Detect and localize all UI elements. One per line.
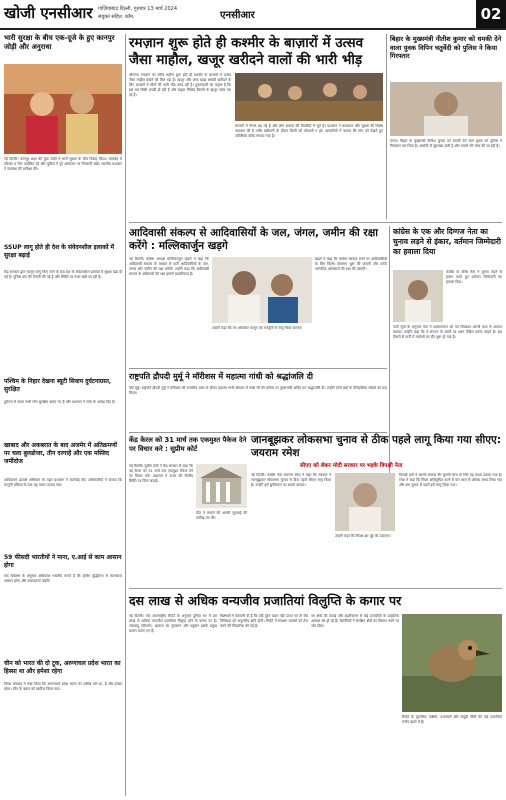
congress-text-1: कांग्रेस के वरिष्ठ नेता ने चुनाव लड़ने से इंकार करते हुए वर्तमान जिम्मेदारी का हवाला दिया। — [446, 270, 502, 284]
left-text-3: दुर्घटना में सवार सभी लोग सुरक्षित बताए गए हैं और प्रशासन ने जांच के आदेश दिए हैं। — [4, 400, 116, 404]
column-divider — [125, 34, 126, 796]
kharge-text-col1: नई दिल्ली। कांग्रेस अध्यक्ष मल्लिकार्जुन खड़गे ने कहा कि आदिवासी संकल्प के माध्यम से पार्टी आदिवासियों के जल, जंगल और जमीन की रक्षा करेगी। उन्होंने कहा कि आदिवासी समाज के अधिकारों की रक्षा हमारी प्राथमिकता है। — [129, 257, 209, 276]
kharge-text-col2: उन्होंने कहा कि वन अधिकार कानून को मजबूती से लागू किया जाएगा। — [212, 326, 303, 330]
date-text: गाज़ियाबाद दिल्ली, गुरुवार 13 मार्च 2024 — [98, 6, 178, 12]
wedding-photo — [4, 64, 122, 154]
column-divider — [386, 34, 387, 219]
court-photo — [196, 464, 247, 508]
left-text-4: अतिक्रमण हटाओ अभियान के तहत प्रशासन ने कार्रवाई की। अधिकारियों ने बताया कि कानूनी प्रक्रिया के बाद यह कदम उठाया गया। — [4, 478, 122, 487]
wildlife-text-4: रिपोर्ट के मुताबिक पक्षियों, उभयचरों और समुद्री जीवों की कई प्रजातियां गंभीर खतरे में हैं। — [402, 715, 502, 724]
left-headline-6: चीन को भारत की दो टूक, अरुणाचल प्रदेश भारत का हिस्सा था और हमेशा रहेगा — [4, 660, 121, 675]
caa-subhead: सीएए को लेकर मोदी सरकार पर भड़के विपक्षी नेता — [300, 463, 403, 469]
congress-headline: कांग्रेस के एक और दिग्गज नेता का चुनाव लड़ने से इंकार, वर्तमान जिम्मेदारी का हवाला दिया — [393, 227, 501, 256]
left-headline-3: पश्चिम के निहार देखना ब्यूटी सिवाय दुर्घटनाग्रस्त, सुरक्षित — [4, 378, 112, 393]
market-photo — [235, 73, 383, 121]
wildlife-text-3: वन क्षेत्रों की कटाई और शहरीकरण से कई प्रजातियों के प्राकृतिक आवास नष्ट हो रहे हैं। वैज्ञानिकों ने संरक्षित क्षेत्रों का विस्तार करने पर जोर दिया। — [311, 614, 399, 628]
section-divider — [129, 368, 387, 369]
kharge-text-col3: खड़गे ने कहा कि कांग्रेस सरकार बनने पर आदिवासियों के लिए विशेष योजनाएं शुरू की जाएंगी और उनके पारंपरिक अधिकारों की रक्षा की जाएगी। — [315, 257, 387, 271]
congress-text-2: पार्टी सूत्रों के अनुसार नेता ने आलाकमान को पत्र लिखकर अपनी मंशा से अवगत कराया। उन्होंने कहा कि वे संगठन के कार्यों पर ध्यान केंद्रित करना चाहते हैं। इस फैसले से पार्टी में चर्चाओं का दौर शुरू हो गया है। — [393, 325, 502, 339]
kharge-photo — [212, 257, 312, 323]
edition-text: संयुक्त सहित: कॉम. — [98, 14, 135, 20]
left-column — [4, 34, 122, 796]
left-text-5: एक सर्वेक्षण के अनुसार अधिकांश भारतीय मानते हैं कि कृत्रिम बुद्धिमत्ता से कामकाज आसान होगा और उत्पादकता बढ़ेगी। — [4, 574, 122, 583]
left-headline-2: SSUP लागू होते ही देश के संवेदनशील इलाकों में सुरक्षा बढ़ाई — [4, 244, 115, 259]
murmu-text: पोर्ट लुई। राष्ट्रपति द्रौपदी मुर्मू ने मॉरीशस की राजकीय यात्रा के दौरान महात्मा गांधी संस्थान में गांधी जी की प्रतिमा पर पुष्पांजलि अर्पित कर श्रद्धांजलि दी। उन्होंने दोनों देशों के ऐतिहासिक संबंधों को याद किया। — [129, 386, 387, 395]
left-text-2: केंद्र सरकार द्वारा कानून लागू किए जाने के बाद देश के संवेदनशील इलाकों में सुरक्षा बढ़ा दी गई है। पुलिस बल की तैनाती की गई है और स्थिति पर नजर रखी जा रही है। — [4, 270, 122, 279]
left-headline-4: खाबाद और अकबरात के बाद अजमेर में अतिक्रमणों पर चला बुलडोजर, तीन दरगाहें और एक मस्जिद जमींदोज — [4, 442, 117, 465]
section-title: एनसीआर — [220, 10, 255, 21]
congress-leader-photo — [393, 270, 443, 322]
caa-headline: जानबूझकर लोकसभा चुनाव से ठीक पहले लागू किया गया सीएए: जयराम रमेश — [251, 434, 502, 459]
left-headline-1: भारी सुरक्षा के बीच एक-दूजे के हुए कानपुर जोड़ी और अनुराधा — [4, 34, 115, 51]
left-text-1: नई दिल्ली। कानपुर शहर की युवा जोड़ी ने भारी सुरक्षा के बीच विवाह किया। समारोह में परिवार व मित्र उपस्थित रहे और पुलिस ने पूरे आयोजन पर निगरानी रखी। स्थानीय प्रशासन ने व्यवस्था की समीक्षा की। — [4, 157, 122, 171]
kerala-headline: केंद्र केरल को 31 मार्च तक एकमुश्त पैकेज देने पर विचार करे : सुप्रीम कोर्ट — [129, 436, 247, 453]
caa-text-3: विपक्षी दलों ने आरोप लगाया कि चुनावी लाभ के लिए यह कदम उठाया गया है। रमेश ने कहा कि नियम अधिसूचित करने में चार साल से अधिक समय लिया गया और अब चुनाव से पहले इसे लागू किया गया। — [399, 473, 502, 487]
right-top-text: पटना। बिहार के मुख्यमंत्री नीतीश कुमार को धमकी देने वाले युवक को पुलिस ने गिरफ्तार कर लिया है। आरोपी से पूछताछ जारी है और मामले की जांच की जा रही है। — [390, 139, 502, 148]
main-text-col2: बाजारों में रौनक बढ़ गई है और लोग इफ्तार की तैयारियों में जुटे हैं। प्रशासन ने यातायात और सुरक्षा की विशेष व्यवस्था की है ताकि खरीदारी के दौरान किसी को परेशानी न हो। व्यापारियों ने बताया कि मांग को देखते हुए अतिरिक्त स्टॉक मंगाया गया है। — [235, 124, 383, 138]
page-number: 02 — [476, 0, 506, 28]
masthead — [0, 0, 506, 30]
wildlife-text-2: विशेषज्ञों ने चेतावनी दी है कि यदि तुरंत कदम नहीं उठाए गए तो जैव विविधता को अपूरणीय क्षति होगी। रिपोर्ट में संरक्षण प्रयासों को तेज करने की सिफारिश की गई है। — [220, 614, 308, 628]
kerala-text-2: पीठ ने मामले की अगली सुनवाई की तारीख तय की। — [196, 511, 247, 520]
caa-text-2: उन्होंने कहा कि विपक्ष इस मुद्दे को उठाएगा। — [335, 534, 391, 538]
kerala-text-1: नई दिल्ली। सुप्रीम कोर्ट ने केंद्र सरकार से कहा कि वह केरल को 31 मार्च तक एकमुश्त पैकेज देने पर विचार करे। अदालत ने राज्य की वित्तीय स्थिति पर चिंता जताई। — [129, 464, 193, 483]
left-text-6: विदेश मंत्रालय ने स्पष्ट किया कि अरुणाचल प्रदेश भारत का अभिन्न अंग था, है और हमेशा रहेगा। चीन के बयान को खारिज किया गया। — [4, 682, 122, 691]
date-line — [98, 5, 177, 21]
wildlife-headline: दस लाख से अधिक वन्यजीव प्रजातियां विलुप्ति के कगार पर — [129, 593, 402, 608]
jairam-photo — [335, 473, 395, 531]
section-divider — [129, 588, 502, 589]
section-divider — [129, 222, 502, 223]
section-divider — [129, 432, 387, 433]
wildlife-text-1: नई दिल्ली। एक अंतरराष्ट्रीय रिपोर्ट के अनुसार दुनिया भर में दस लाख से अधिक वन्यजीव प्रजातियां विलुप्त होने के कगार पर हैं। जलवायु परिवर्तन, आवास का नुकसान और प्रदूषण इसके प्रमुख कारण बताए गए हैं। — [129, 614, 217, 633]
kharge-headline: आदिवासी संकल्प से आदिवासियों के जल, जंगल, जमीन की रक्षा करेंगे : मल्लिकार्जुन खड़गे — [129, 227, 378, 252]
paper-name: खोजी एनसीआर — [4, 4, 93, 22]
leader-photo — [390, 82, 502, 136]
murmu-headline: राष्ट्रपति द्रौपदी मुर्मू ने मॉरीशस में महात्मा गांधी को श्रद्धांजलि दी — [129, 372, 313, 381]
bird-photo — [402, 614, 502, 712]
left-headline-5: 59 फीसदी भारतीयों ने माना, ए.आई से काम आसान होगा — [4, 554, 122, 569]
main-headline: रमज़ान शुरू होते ही कश्मीर के बाज़ारों में उत्सव जैसा माहौल, खजूर खरीदने वालों की भारी भीड़ — [129, 35, 364, 68]
main-text-col1: श्रीनगर। रमज़ान का पवित्र महीना शुरू होते ही कश्मीर के बाज़ारों में उत्सव जैसा माहौल देखने को मिल रहा है। खजूर और अन्य खाद्य सामग्री खरीदने के लिए बाजारों में लोगों की भारी भीड़ उमड़ रही है। दुकानदारों का कहना है कि इस बार बिक्री अच्छी हो रही है और ग्राहक विभिन्न किस्मों के खजूर पसंद कर रहे हैं। — [129, 73, 231, 97]
right-top-headline: बिहार के मुख्यमंत्री नीतीश कुमार को धमकी देने वाला युवक विपिन चतुर्वेदी को पुलिस ने किया गिरफ्तार — [390, 35, 502, 60]
caa-text-1: नई दिल्ली। कांग्रेस नेता जयराम रमेश ने कहा कि सरकार ने जानबूझकर लोकसभा चुनाव से ठीक पहले सीएए लागू किया है। उन्होंने इसे ध्रुवीकरण का प्रयास बताया। — [251, 473, 331, 487]
